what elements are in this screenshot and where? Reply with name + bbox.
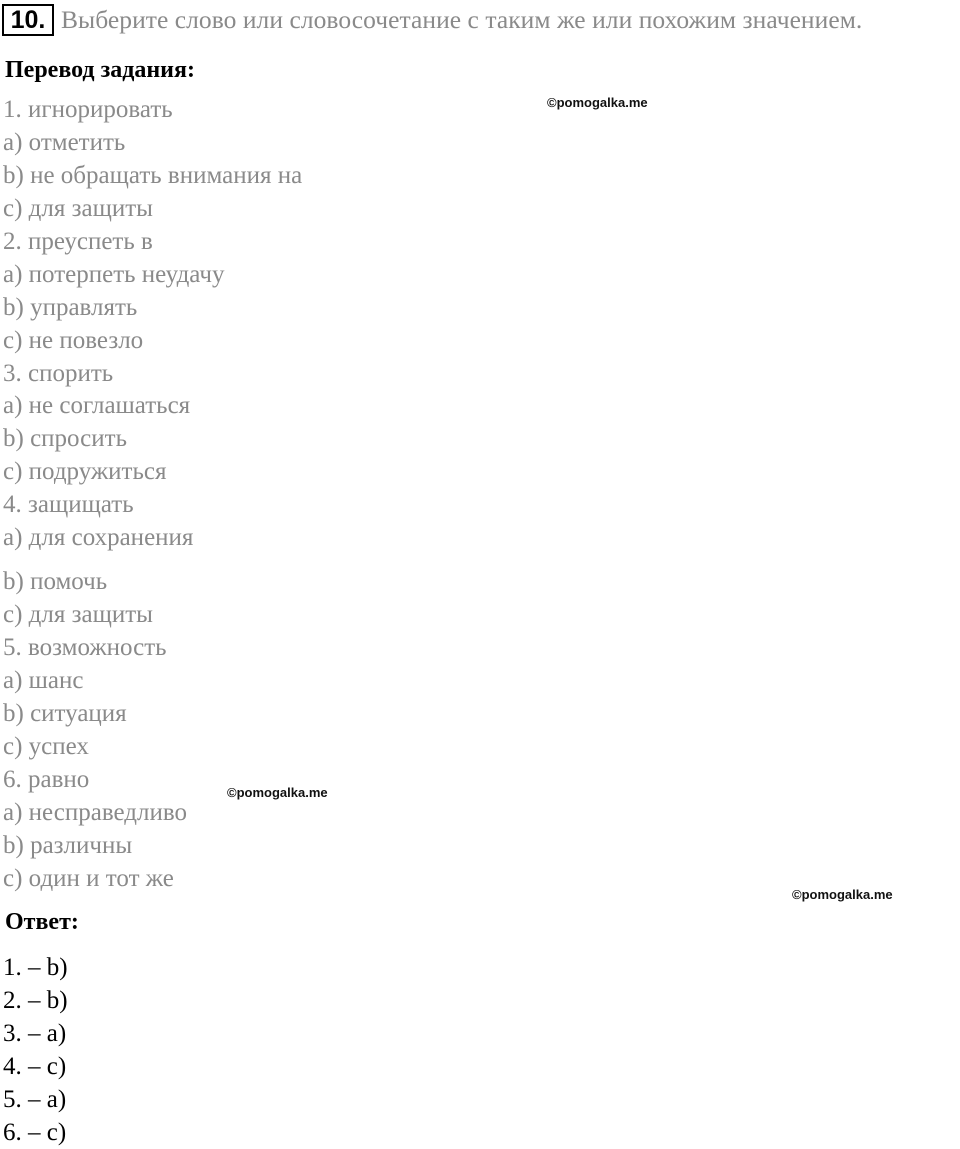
list-item: b) управлять: [3, 294, 138, 321]
list-item: 5. возможность: [3, 634, 167, 661]
list-item: a) несправедливо: [3, 799, 187, 826]
list-item: b) помочь: [3, 568, 108, 595]
list-item: a) для сохранения: [3, 524, 194, 551]
list-item: 4. защищать: [3, 491, 134, 518]
list-item: c) подружиться: [3, 458, 167, 485]
answer-item: 3. – a): [3, 1020, 67, 1047]
list-item: 3. спорить: [3, 360, 114, 387]
list-item: c) для защиты: [3, 601, 153, 628]
list-item: b) не обращать внимания на: [3, 162, 303, 189]
watermark: ©pomogalka.me: [547, 95, 648, 110]
list-item: a) шанс: [3, 667, 84, 694]
watermark: ©pomogalka.me: [227, 785, 328, 800]
list-item: b) спросить: [3, 425, 127, 452]
answer-item: 5. – a): [3, 1086, 67, 1113]
list-item: c) не повезло: [3, 327, 144, 354]
list-item: c) успех: [3, 733, 89, 760]
list-item: 1. игнорировать: [3, 96, 173, 123]
answer-item: 4. – c): [3, 1053, 67, 1080]
list-item: 2. преуспеть в: [3, 228, 153, 255]
answer-heading: Ответ:: [5, 909, 79, 935]
list-item: c) один и тот же: [3, 865, 174, 892]
task-number-box: 10.: [2, 4, 54, 36]
answer-item: 2. – b): [3, 987, 68, 1014]
answer-item: 1. – b): [3, 954, 68, 981]
list-item: 6. равно: [3, 766, 90, 793]
list-item: b) различны: [3, 832, 133, 859]
translation-heading: Перевод задания:: [5, 57, 195, 83]
list-item: b) ситуация: [3, 700, 127, 727]
list-item: a) отметить: [3, 129, 126, 156]
answer-item: 6. – c): [3, 1119, 67, 1146]
list-item: c) для защиты: [3, 195, 153, 222]
list-item: a) потерпеть неудачу: [3, 261, 225, 288]
task-instruction: Выберите слово или словосочетание с таким же или похожим значением.: [61, 5, 863, 34]
list-item: a) не соглашаться: [3, 392, 191, 419]
watermark: ©pomogalka.me: [792, 887, 893, 902]
